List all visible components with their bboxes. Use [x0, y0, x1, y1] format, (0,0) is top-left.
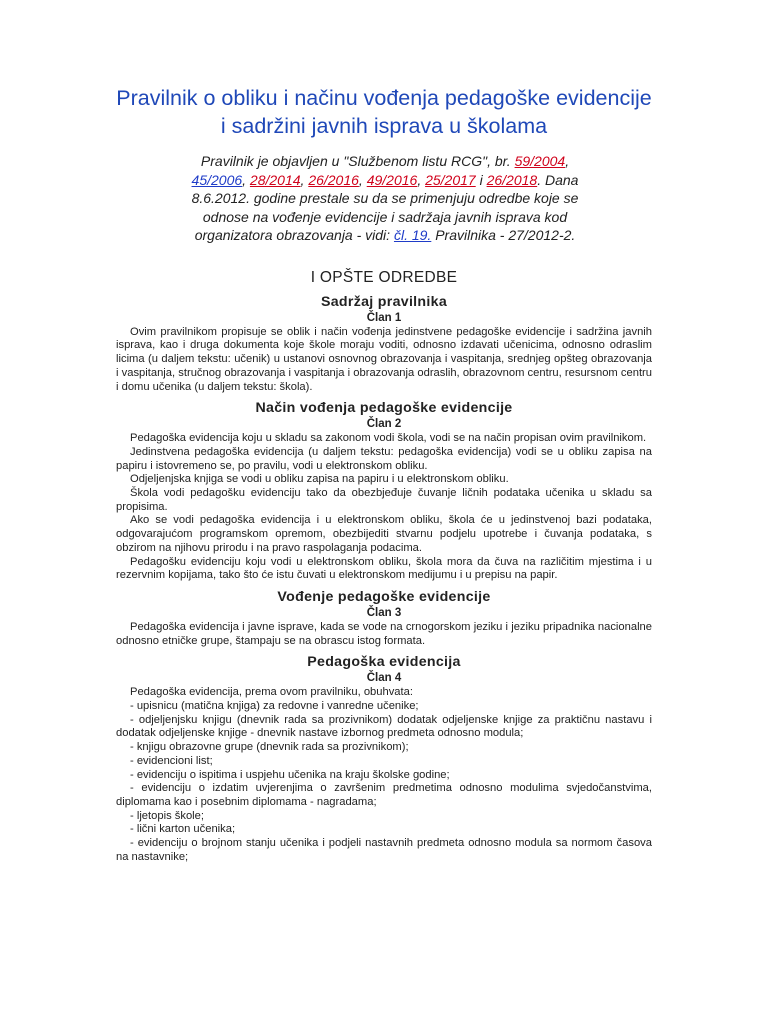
- gazette-link-49-2016[interactable]: 49/2016: [366, 171, 418, 188]
- article-number: Član 1: [366, 311, 402, 324]
- title-line-2: i sadržini javnih isprava u školama: [220, 114, 548, 138]
- paragraph: Pedagoška evidencija, prema ovom pravilniku, obuhvata:: [130, 686, 413, 699]
- article-4: [116, 653, 652, 864]
- article-heading: Vođenje pedagoške evidencije: [277, 588, 491, 605]
- list-item: - lični karton učenika;: [130, 823, 236, 836]
- gazette-link-28-2014[interactable]: 28/2014: [249, 171, 301, 188]
- gazette-link-59-2004[interactable]: 59/2004: [514, 153, 566, 169]
- intro-separator: ,: [300, 171, 309, 188]
- article-19-link[interactable]: čl. 19.: [393, 227, 432, 243]
- article-number: Član 3: [366, 606, 402, 619]
- intro-text-middle: . Dana 8.6.2012. godine prestale su da se primenjuju odredbe koje se odnose na vođenje evidencije i sadržaja javnih isprava kod organizatora obrazovanja - vidi:: [191, 171, 579, 243]
- list-item: - odjeljenjsku knjigu (dnevnik rada sa prozivnikom) dodatak odjeljenske knjige za praktičnu nastavu i dodatak odjeljenske knjige - dnevnik nastave izbornog predmeta odnosno modula;: [116, 713, 652, 740]
- intro-separator: ,: [242, 171, 250, 188]
- intro-separator: ,: [417, 171, 422, 188]
- document-body: [116, 271, 652, 870]
- paragraph: Jedinstvena pedagoška evidencija (u daljem tekstu: pedagoška evidencija) vodi se u obliku zapisa na papiru i istovremeno se, po pravilu, vodi u elektronskom obliku.: [116, 445, 652, 472]
- list-item: - evidenciju o izdatim uvjerenjima o završenim predmetima odnosno modulima svjedočanstvima, diplomama kao i posebnim diplomama - nagradama;: [116, 782, 652, 808]
- article-number: Član 4: [366, 672, 402, 685]
- paragraph: Pedagoška evidencija koju u skladu sa zakonom vodi škola, vodi se na način propisan ovim pravilnikom.: [130, 432, 647, 445]
- intro-text-end: Pravilnika - 27/2012-2.: [431, 227, 576, 243]
- intro-text: Pravilnik je objavljen u "Službenom listu RCG", br.: [200, 153, 511, 169]
- publication-note: [190, 152, 580, 245]
- list-item: - ljetopis škole;: [130, 809, 204, 822]
- article-heading: Sadržaj pravilnika: [320, 293, 448, 310]
- section-heading: I OPŠTE ODREDBE: [310, 269, 458, 286]
- paragraph: Ovim pravilnikom propisuje se oblik i način vođenja jedinstvene pedagoške evidencije i sadržina javnih isprava, kao i druga dokumenta koje škole moraju voditi, odnosno izdavati učenicima, odnosno odraslim licima (u daljem tekstu: učenik) u ustanovi osnovnog obrazovanja i vaspitanja, srednjeg opšteg obrazovanja i vaspitanja, stručnog obrazovanja i vaspitanja i obrazovanja odraslih, obrazovnom centru, resursnom centru i domu učenika (u daljem tekstu: škola).: [116, 325, 652, 393]
- gazette-link-26-2018[interactable]: 26/2018: [486, 171, 538, 188]
- article-3: [116, 588, 652, 648]
- paragraph: Ako se vodi pedagoška evidencija i u elektronskom obliku, škola će u jedinstvenoj bazi podataka, odgovarajućom programskom opremom, obezbijediti stvarnu podjelu upotrebe i čuvanja podataka, s obzirom na njihovu prirodu i na pravo raspolaganja podacima.: [116, 514, 652, 554]
- gazette-link-26-2016[interactable]: 26/2016: [308, 171, 359, 188]
- title-line-1: Pravilnik o obliku i načinu vođenja pedagoške evidencije: [116, 86, 652, 110]
- article-heading: Pedagoška evidencija: [307, 654, 461, 671]
- article-2: [116, 399, 652, 583]
- paragraph: Pedagoška evidencija i javne isprave, kada se vode na crnogorskom jeziku i jeziku pripadnika nacionalne odnosno etničke grupe, štampaju se na obrascu istog formata.: [116, 620, 652, 647]
- document-title: [0, 84, 768, 140]
- article-number: Član 2: [366, 418, 402, 431]
- paragraph: Pedagošku evidenciju koju vodi u elektronskom obliku, škola mora da čuva na različitim mjestima i u rezervnim kopijama, tako što će istu čuvati u elektronskom medijumu i u prepisu na papir.: [116, 555, 652, 582]
- list-item: - evidenciju o ispitima i uspjehu učenika na kraju školske godine;: [130, 768, 450, 781]
- list-item: - evidencioni list;: [130, 754, 213, 767]
- gazette-link-45-2006[interactable]: 45/2006: [191, 171, 243, 188]
- list-item: - evidenciju o brojnom stanju učenika i podjeli nastavnih predmeta odnosno modula sa normom časova na nastavnike;: [116, 837, 652, 863]
- paragraph: Škola vodi pedagošku evidenciju tako da obezbjeđuje čuvanje ličnih podataka učenika u skladu sa propisima.: [116, 487, 652, 513]
- paragraph: Odjeljenjska knjiga se vodi u obliku zapisa na papiru i u elektronskom obliku.: [130, 473, 509, 486]
- gazette-link-25-2017[interactable]: 25/2017: [425, 171, 476, 188]
- intro-separator: ,: [565, 153, 570, 169]
- article-1: [116, 293, 652, 395]
- intro-separator: ,: [358, 171, 367, 188]
- intro-separator: i: [475, 171, 487, 188]
- article-heading: Način vođenja pedagoške evidencije: [255, 400, 513, 417]
- list-item: - upisnicu (matična knjiga) za redovne i vanredne učenike;: [130, 700, 419, 713]
- list-item: - knjigu obrazovne grupe (dnevnik rada sa prozivnikom);: [130, 741, 409, 754]
